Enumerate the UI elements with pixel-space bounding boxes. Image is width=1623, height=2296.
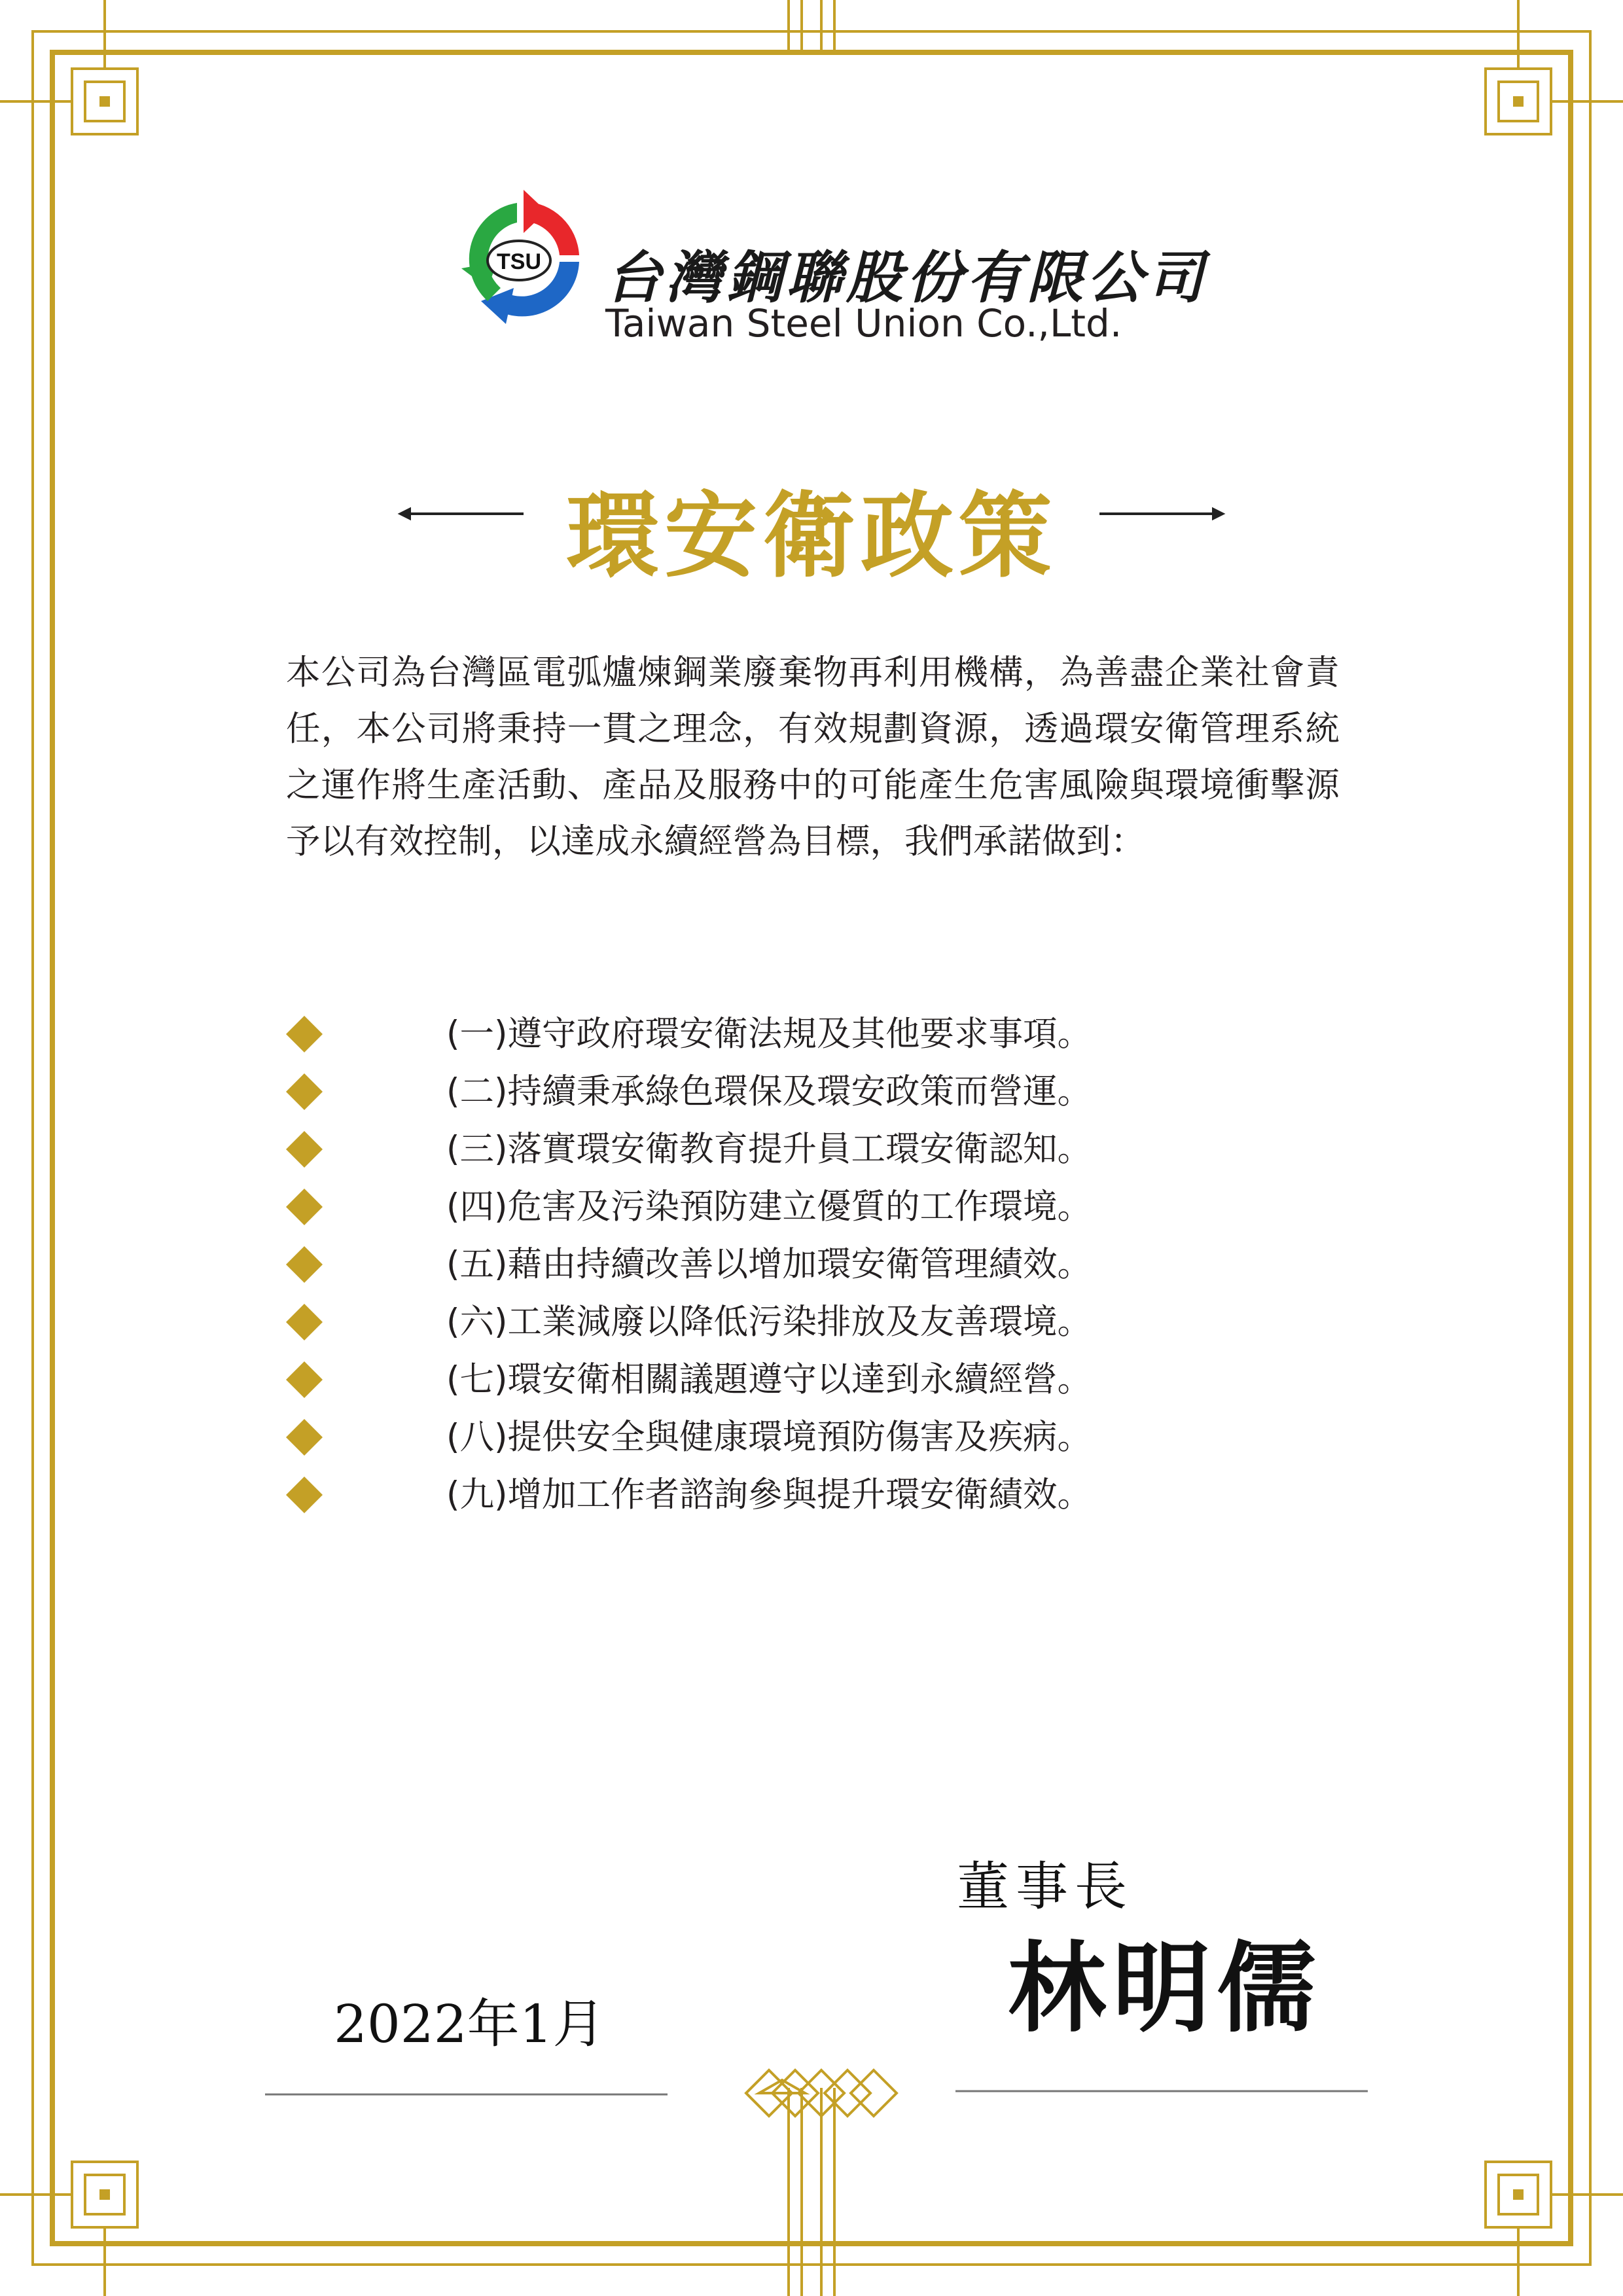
diamond-bullet-icon <box>286 1131 323 1168</box>
diamond-bullet-icon <box>286 1246 323 1283</box>
list-item-text: (三)落實環安衛教育提升員工環安衛認知。 <box>446 1129 1092 1169</box>
list-item <box>286 1296 1268 1348</box>
list-item <box>286 1066 1268 1118</box>
diamond-bullet-icon <box>286 1477 323 1513</box>
list-item <box>286 1238 1268 1291</box>
chairman-signature <box>1001 1937 1329 2049</box>
intro-paragraph: 本公司為台灣區電弧爐煉鋼業廢棄物再利用機構，為善盡企業社會責任，本公司將秉持一貫之理念，有效規劃資源，透過環安衛管理系統之運作將生產活動、產品及服務中的可能產生危害風險與環境衝擊源予以有效控制，以達成永續經營為目標，我們承諾做到： <box>286 653 1340 861</box>
list-item <box>286 1123 1268 1175</box>
title-block <box>0 455 1623 590</box>
list-item <box>286 1008 1268 1060</box>
list-item-text: (一)遵守政府環安衛法規及其他要求事項。 <box>446 1014 1092 1054</box>
list-item-text: (八)提供安全與健康環境預防傷害及疾病。 <box>446 1417 1092 1457</box>
diamond-bullet-icon <box>286 1361 323 1398</box>
list-item-text: (九)增加工作者諮詢參與提升環安衛績效。 <box>446 1475 1092 1515</box>
list-item <box>286 1411 1268 1463</box>
list-item-text: (六)工業減廢以降低污染排放及友善環境。 <box>446 1302 1092 1342</box>
diamond-bullet-icon <box>286 1304 323 1340</box>
list-item-text: (七)環安衛相關議題遵守以達到永續經營。 <box>446 1359 1092 1399</box>
list-item <box>286 1354 1268 1406</box>
diamond-bullet-icon <box>286 1016 323 1052</box>
logo-badge-text: TSU <box>497 249 541 274</box>
policy-date: 2022年1月 <box>334 1994 605 2054</box>
diamond-bullet-icon <box>286 1189 323 1225</box>
list-item-text: (二)持續秉承綠色環保及環安政策而營運。 <box>446 1071 1092 1111</box>
diamond-bullet-icon <box>286 1073 323 1110</box>
list-item <box>286 1181 1268 1233</box>
list-item-text: (五)藉由持續改善以增加環安衛管理績效。 <box>446 1244 1092 1284</box>
signature-text: 林明儒 <box>1007 1937 1323 2046</box>
company-name-chinese: 台灣鋼聯股份有限公司 <box>605 245 1207 311</box>
list-item-text: (四)危害及污染預防建立優質的工作環境。 <box>446 1187 1092 1227</box>
company-logo-icon <box>455 190 592 327</box>
list-item <box>286 1469 1268 1521</box>
page-title: 環安衛政策 <box>566 482 1057 590</box>
chairman-label: 董事長 <box>957 1856 1133 1917</box>
company-name-english: Taiwan Steel Union Co.,Ltd. <box>605 301 1122 346</box>
diamond-bullet-icon <box>286 1419 323 1456</box>
